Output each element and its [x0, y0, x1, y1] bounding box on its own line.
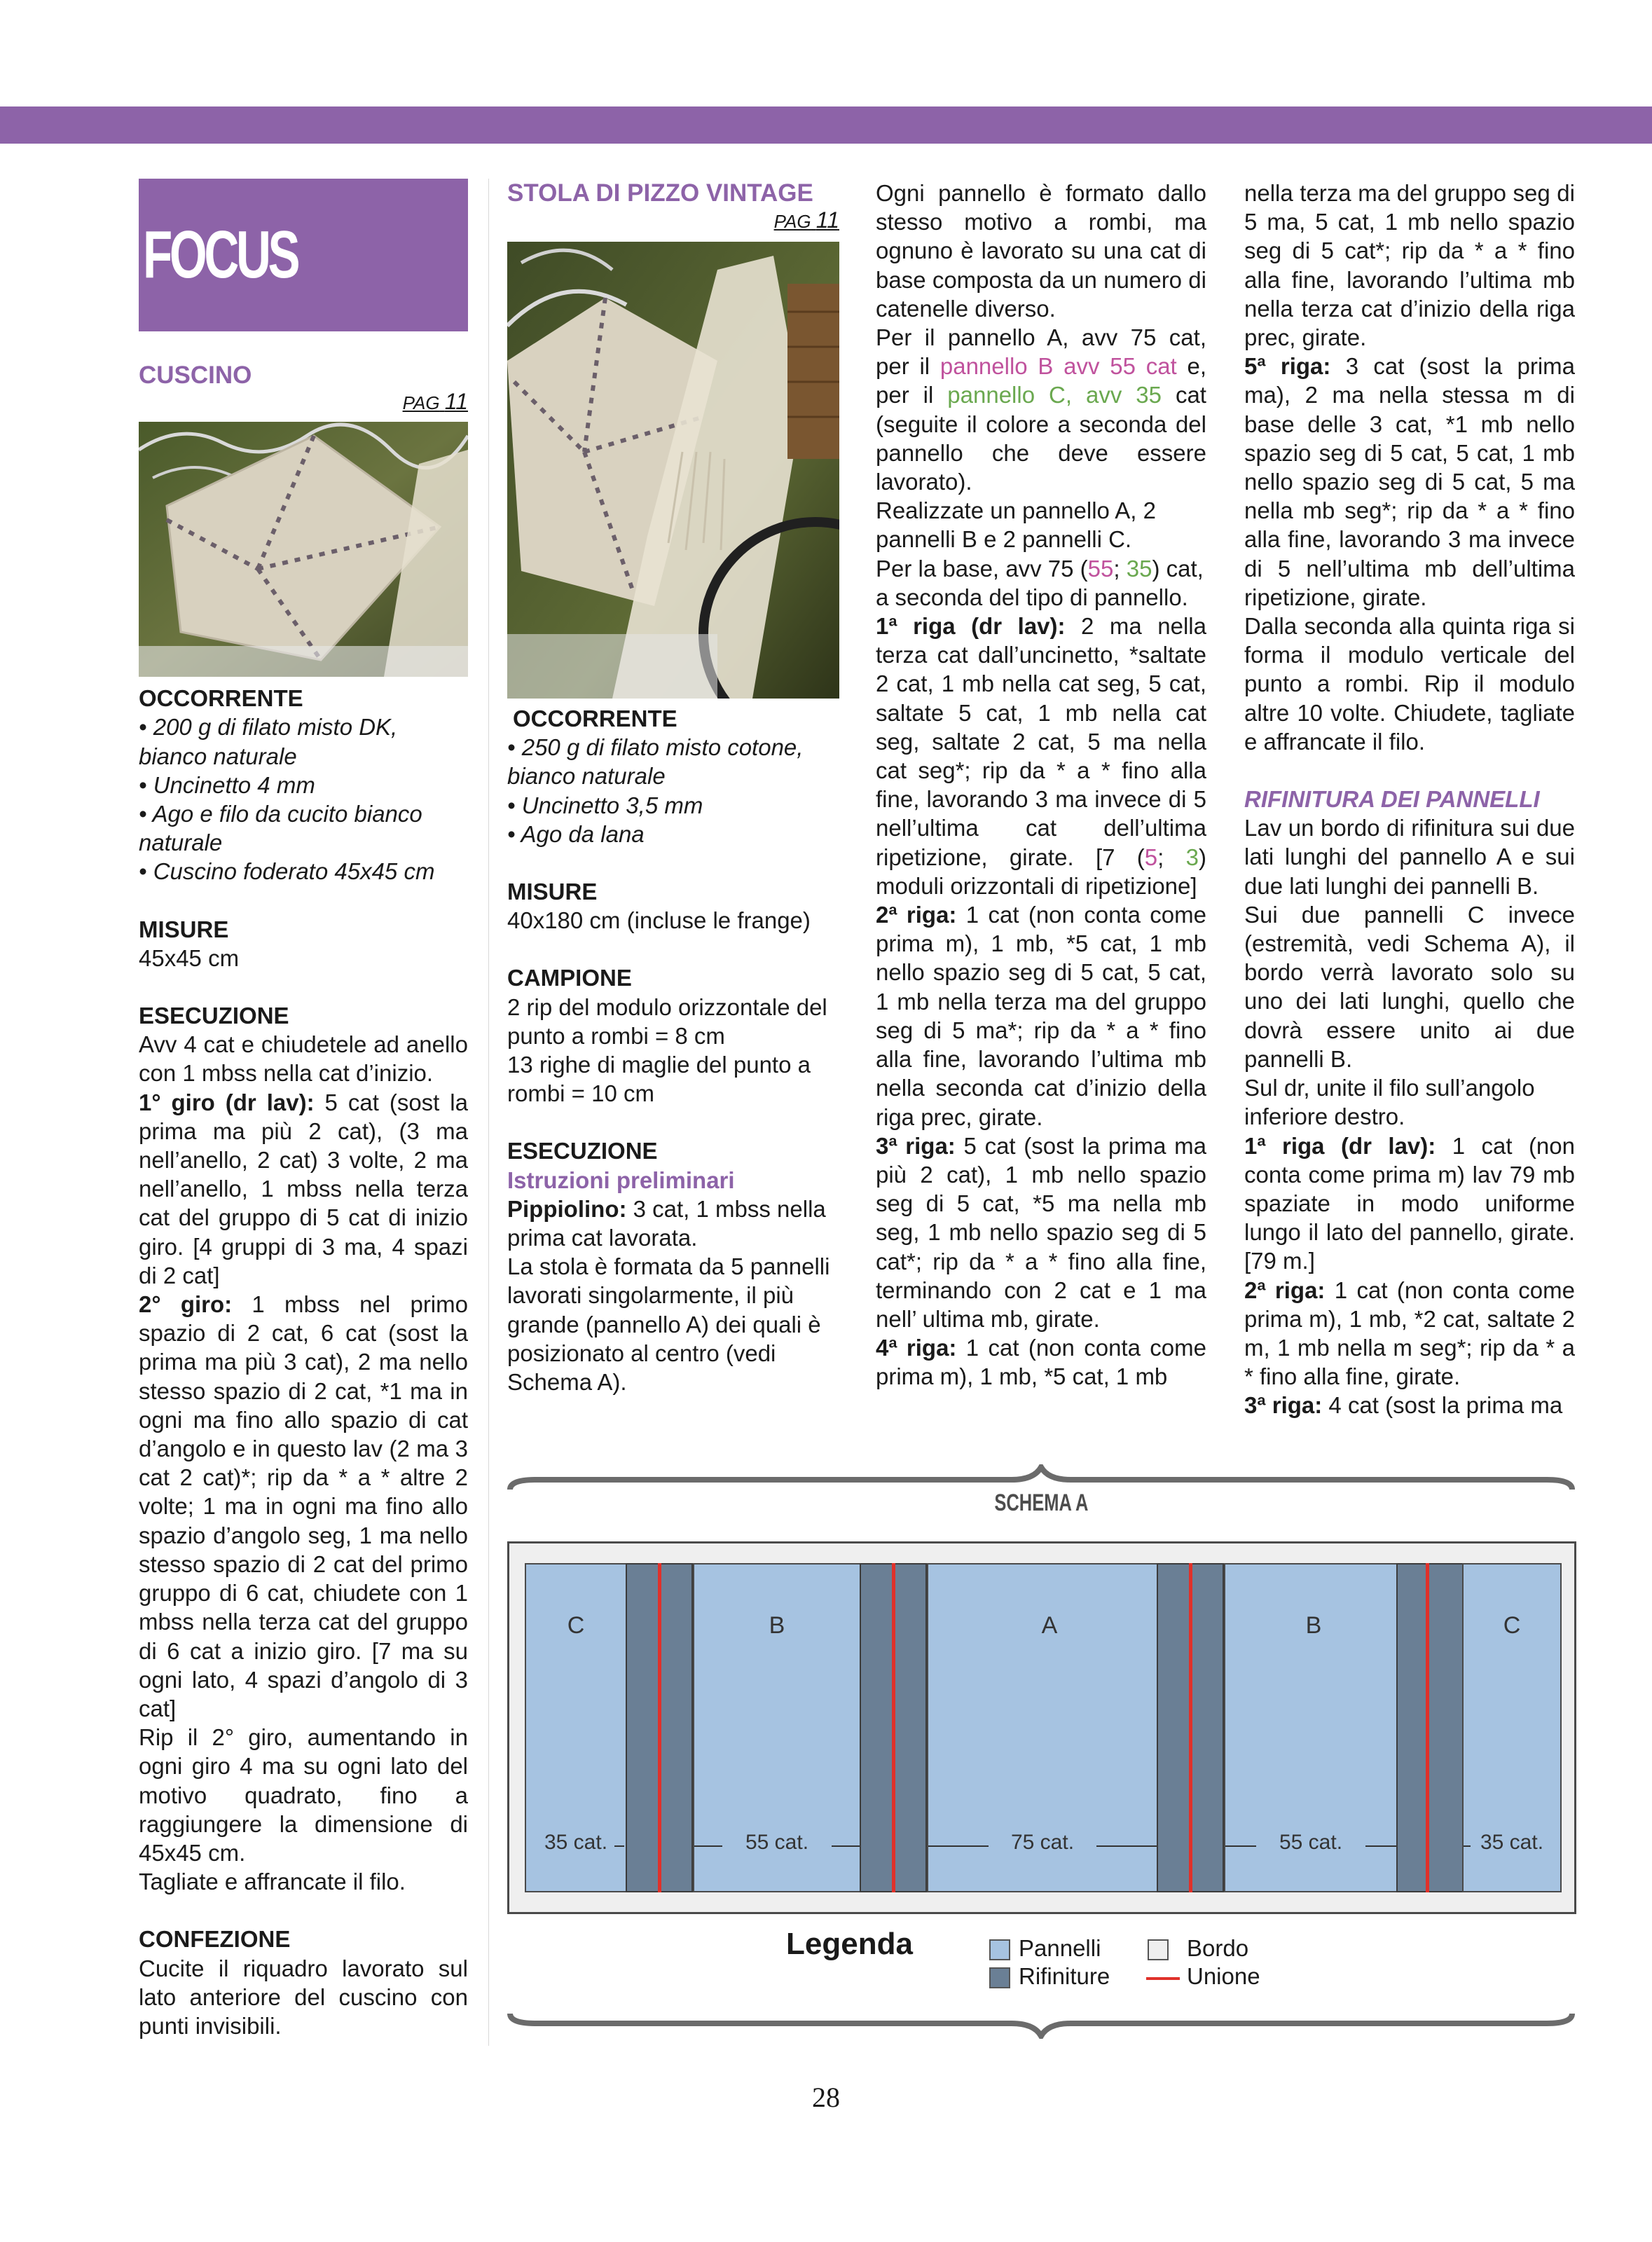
cuscino-tagliate: Tagliate e affrancate il filo.	[139, 1869, 406, 1895]
stola-occorrente-title: OCCORRENTE	[513, 706, 677, 731]
cuscino-esecuzione-title: ESECUZIONE	[139, 1003, 289, 1029]
legend-swatch-rifiniture	[989, 1967, 1010, 1988]
stola-occorrente-item: • 250 g di filato misto cotone, bianco naturale	[507, 734, 804, 790]
measure-arrow	[694, 1845, 722, 1847]
col3-p2: Per il pannello A, avv 75 cat, per il pannello B avv 55 cat e, per il pannello C, avv 35 cat (seguite il colore a seconda del pannello che deve essere lavorato).	[876, 324, 1206, 495]
legend	[507, 1927, 1575, 1997]
cuscino-giro-1: 1° giro (dr lav): 5 cat (sost la prima ma più 2 cat), (3 ma nell’anello, 2 cat) 3 volte, 2 ma nell’anello, 1 mbss nella terza cat del gruppo di 5 cat di inizio giro. [4 gruppi di 3 ma, 4 spazi di 2 cat]	[139, 1089, 468, 1288]
col4-p1: nella terza ma del gruppo seg di 5 ma, 5 cat, 1 mb nello spazio seg di 5 cat*; rip da * a * fino alla fine, lavorando l’ultima mb nella terza cat d’inizio della riga prec, girate.	[1244, 180, 1575, 351]
panel-label: B	[769, 1612, 785, 1639]
measure-arrow	[614, 1845, 624, 1847]
col4-riga-1: 1ª riga (dr lav): 1 cat (non conta come prima m) lav 79 mb spaziate in modo uniforme lungo il lato del pannello, girate. [79 m.]	[1244, 1132, 1575, 1274]
cuscino-confezione-title: CONFEZIONE	[139, 1926, 291, 1953]
stola-campione-2: 13 righe di maglie del punto a rombi = 10 cm	[507, 1052, 811, 1107]
stola-photo	[507, 242, 839, 699]
cuscino-giro-2: 2° giro: 1 mbss nel primo spazio di 2 cat, 6 cat (sost la prima ma più 3 cat), 2 ma nello stesso spazio di 2 cat, *1 ma in ogni ma fino allo spazio di cat d’angolo e in questo lav (2 ma 3 cat 2 cat)*; rip da * a * altre 2 volte; 1 ma in ogni ma fino allo spazio d’angolo seg, 1 ma nello stesso spazio di 2 cat del primo gruppo di 6 cat, chiudete con 1 mbss nella terza cat del gruppo di 6 cat a inizio giro. [7 ma su ogni lato, 4 spazi d’angolo di 3 cat]	[139, 1291, 468, 1721]
rifinitura-title: RIFINITURA DEI PANNELLI	[1244, 786, 1540, 813]
column-rifinitura	[1244, 179, 1575, 1420]
measure-arrow	[832, 1845, 860, 1847]
col3-riga-3: 3ª riga: 5 cat (sost la prima ma più 2 cat), 1 mb nello spazio seg di 5 cat, *5 ma nella mb seg, 1 mb nello spazio seg di 5 cat*; rip da * a * fino alla fine, terminando con 2 cat e 1 ma nell’ ultima mb, girate.	[876, 1132, 1206, 1332]
stola-occorrente-item: • Uncinetto 3,5 mm	[507, 792, 703, 818]
column-cuscino	[139, 179, 468, 2040]
col4-riga-5: 5ª riga: 3 cat (sost la prima ma), 2 ma nella stessa m di base delle 3 cat, *1 mb nello spazio seg di 5 cat, 5 cat, 1 mb nello spazio seg di 5 cat, 5 ma nella mb seg*; rip da * a * fino alla fine, lavorando 3 ma invece di 5 nell’ultima mb dell’ultima ripetizione, girate.	[1244, 353, 1575, 610]
panel-count: 55 cat.	[1279, 1831, 1343, 1854]
focus-title: FOCUS	[143, 217, 298, 293]
stola-misure: 40x180 cm (incluse le frange)	[507, 907, 811, 934]
stola-pag: PAG 11	[773, 207, 839, 233]
stola-text: La stola è formata da 5 pannelli lavorati singolarmente, il più grande (pannello A) dei quali è posizionato al centro (vedi Schema A).	[507, 1253, 830, 1396]
schema-title: SCHEMA A	[993, 1490, 1089, 1516]
col3-riga-1: 1ª riga (dr lav): 2 ma nella terza cat dall’uncinetto, *saltate 2 cat, 1 mb nella cat seg, 5 cat, saltate 5 cat, 1 mb nella cat seg, saltate 2 cat, 5 ma nella cat seg*; rip da * a * fino alla fine, lavorando 3 ma invece di 5 nell’ultima cat dell’ultima ripetizione, girate. [7 (5; 3) moduli orizzontali di ripetizione]	[876, 613, 1206, 899]
col3-p1: Ogni pannello è formato dallo stesso motivo a rombi, ma ognuno è lavorato su una cat di base composta da un numero di catenelle diverso.	[876, 180, 1206, 322]
measure-arrow	[1464, 1845, 1471, 1847]
cuscino-occorrente-item: • 200 g di filato misto DK, bianco naturale	[139, 714, 398, 769]
panel-label: C	[567, 1612, 585, 1639]
legend-swatch-bordo	[1148, 1939, 1169, 1960]
col3-p3: Realizzate un pannello A, 2 pannelli B e 2 pannelli C.	[876, 497, 1156, 553]
bottom-brace	[507, 2011, 1575, 2039]
column-stola	[507, 179, 839, 1396]
panel-count: 75 cat.	[1010, 1831, 1075, 1854]
stola-misure-title: MISURE	[507, 879, 598, 905]
stola-esecuzione-title: ESECUZIONE	[507, 1138, 658, 1164]
measure-arrow	[928, 1845, 989, 1847]
cuscino-title: CUSCINO	[139, 362, 252, 389]
legend-swatch-pannelli	[989, 1939, 1010, 1960]
stola-istruzioni-title: Istruzioni preliminari	[507, 1167, 735, 1193]
col4-p3: Lav un bordo di rifinitura sui due lati lunghi del pannello A e sui due lati lunghi dei pannelli B.	[1244, 815, 1575, 899]
col4-riga-2: 2ª riga: 1 cat (non conta come prima m), 1 mb, *2 cat, saltate 2 m, 1 mb nella m seg*; rip da * a * fino alla fine, girate.	[1244, 1277, 1575, 1390]
cuscino-rip: Rip il 2° giro, aumentando in ogni giro 4 ma su ogni lato del motivo quadrato, fino a raggiungere la dimensione di 45x45 cm.	[139, 1724, 468, 1866]
panel-label: A	[1041, 1612, 1058, 1639]
cuscino-confezione: Cucite il riquadro lavorato sul lato anteriore del cuscino con punti invisibili.	[139, 1955, 468, 2039]
rifinitura-strip	[1396, 1563, 1464, 1892]
cuscino-misure: 45x45 cm	[139, 944, 240, 971]
col4-p2: Dalla seconda alla quinta riga si forma il modulo verticale del punto a rombi. Rip il modulo altre 10 volte. Chiudete, tagliate e affrancate il filo.	[1244, 613, 1575, 755]
panel-count: 55 cat.	[745, 1831, 809, 1854]
unione-line	[658, 1563, 661, 1892]
stola-campione-1: 2 rip del modulo orizzontale del punto a rombi = 8 cm	[507, 993, 827, 1049]
column-divider	[488, 179, 489, 2046]
cuscino-pag: PAG 11	[402, 389, 468, 415]
col3-p4: Per la base, avv 75 (55; 35) cat, a seconda del tipo di pannello.	[876, 555, 1204, 610]
stola-pippiolino: Pippiolino: 3 cat, 1 mbss nella prima cat lavorata.	[507, 1195, 826, 1251]
cuscino-occorrente-title: OCCORRENTE	[139, 685, 303, 712]
legend-label-rifiniture: Rifiniture	[1019, 1963, 1110, 1989]
unione-line	[1189, 1563, 1192, 1892]
cuscino-misure-title: MISURE	[139, 916, 229, 942]
legend-title: Legenda	[786, 1927, 913, 1961]
stola-campione-title: CAMPIONE	[507, 965, 632, 991]
col4-p4: Sui due pannelli C invece (estremità, vedi Schema A), il bordo verrà lavorato solo su uno dei lati lunghi, quello che dovrà essere unito ai due pannelli B.	[1244, 901, 1575, 1072]
col4-p5: Sul dr, unite il filo sull’angolo inferiore destro.	[1244, 1075, 1535, 1130]
measure-arrow	[1365, 1845, 1396, 1847]
panel-label: C	[1503, 1612, 1521, 1639]
stola-title: STOLA DI PIZZO VINTAGE	[507, 179, 813, 207]
focus-box	[139, 179, 468, 331]
stola-occorrente-item: • Ago da lana	[507, 820, 645, 847]
cuscino-occorrente-item: • Cuscino foderato 45x45 cm	[139, 858, 435, 885]
legend-label-bordo: Bordo	[1187, 1935, 1249, 1961]
schema-a	[507, 1464, 1575, 2039]
top-brace	[507, 1464, 1575, 1492]
col3-riga-4: 4ª riga: 1 cat (non conta come prima m), 1 mb, *5 cat, 1 mb	[876, 1335, 1206, 1390]
measure-arrow	[1225, 1845, 1256, 1847]
col4-riga-3: 3ª riga: 4 cat (sost la prima ma	[1244, 1392, 1563, 1419]
panel-count: 35 cat.	[1480, 1831, 1544, 1854]
cuscino-esec-intro: Avv 4 cat e chiudetele ad anello con 1 mbss nella cat d’inizio.	[139, 1031, 468, 1087]
cuscino-occorrente-item: • Uncinetto 4 mm	[139, 771, 315, 798]
panel-count: 35 cat.	[544, 1831, 608, 1854]
column-pannelli	[876, 179, 1206, 1391]
page-number: 28	[812, 2082, 840, 2113]
legend-swatch-unione	[1146, 1977, 1180, 1980]
schema-frame	[507, 1541, 1576, 1914]
col3-riga-2: 2ª riga: 1 cat (non conta come prima m), 1 mb, *5 cat, 1 mb nello spazio seg di 5 cat, 5 cat, 1 mb nella terza ma del gruppo seg di 5 ma*; rip da * a * fino alla fine, lavorando l’ultima mb nella seconda cat d’inizio della riga prec, girate.	[876, 902, 1206, 1130]
measure-arrow	[1096, 1845, 1157, 1847]
header-band	[0, 106, 1652, 144]
cuscino-occorrente-item: • Ago e filo da cucito bianco naturale	[139, 801, 422, 856]
unione-line	[892, 1563, 895, 1892]
legend-label-unione: Unione	[1187, 1963, 1260, 1989]
panel-label: B	[1305, 1612, 1322, 1639]
legend-label-pannelli: Pannelli	[1019, 1935, 1101, 1961]
cuscino-photo	[139, 422, 468, 677]
unione-line	[1426, 1563, 1429, 1892]
